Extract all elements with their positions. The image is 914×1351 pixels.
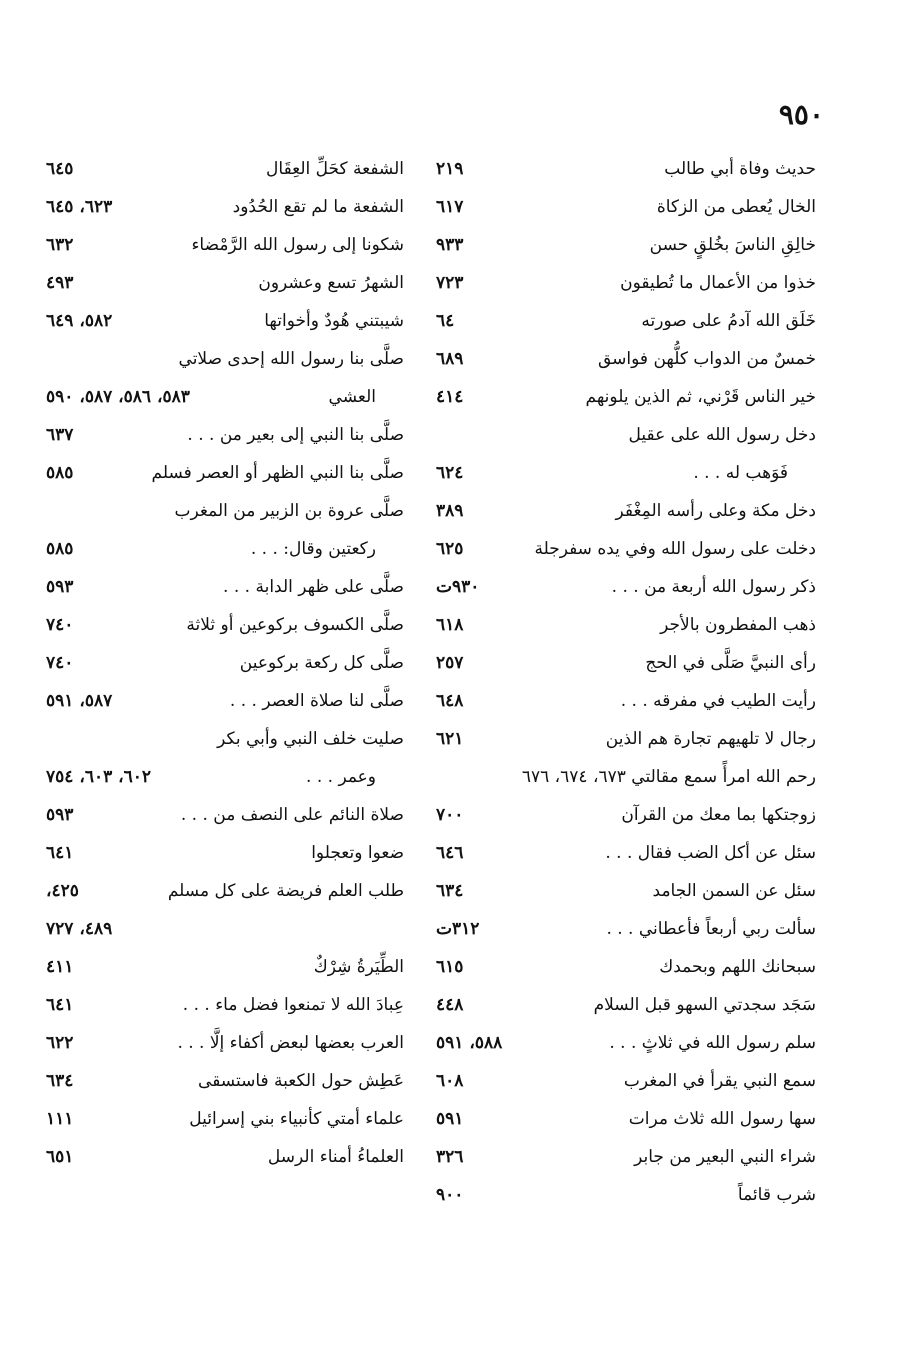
entry-text: خمسٌ من الدواب كلُّهن فواسق xyxy=(598,349,816,369)
entry-page-numbers: ٥٨٣، ٥٨٦، ٥٨٧، ٥٩٠ xyxy=(46,387,190,407)
entry-page-numbers: ٣٨٩ xyxy=(436,501,464,521)
entry-page-numbers: ١١١ xyxy=(46,1109,74,1129)
index-entry xyxy=(46,416,404,454)
entry-page-numbers: ٧٤٠ xyxy=(46,653,74,673)
entry-page-numbers: ٥٨٥ xyxy=(46,463,74,483)
entry-text: رجال لا تلهيهم تجارة هم الذين xyxy=(605,729,816,749)
entry-text: صلَّى على ظهر الدابة . . . xyxy=(223,577,404,597)
entry-page-numbers: ٤٨٩، ٧٢٧ xyxy=(46,919,113,939)
entry-text: رأى النبيَّ صَلَّى في الحج xyxy=(645,653,816,673)
index-entry xyxy=(436,1176,816,1214)
index-entry xyxy=(436,378,816,416)
entry-page-numbers: ٦٢١ xyxy=(436,729,464,749)
entry-page-numbers: ٦٥١ xyxy=(46,1147,74,1167)
index-entry xyxy=(46,606,404,644)
entry-text: شكونا إلى رسول الله الرَّمْضاء xyxy=(191,235,404,255)
index-entry xyxy=(436,1138,816,1176)
entry-page-numbers: ٧٢٣ xyxy=(436,273,464,293)
entry-text: سئل عن أكل الضب فقال . . . xyxy=(605,843,816,863)
index-entry xyxy=(46,302,404,340)
index-entry xyxy=(46,340,404,378)
index-entry xyxy=(46,948,404,986)
index-column-left xyxy=(46,150,404,1176)
entry-text: عِبادَ الله لا تمنعوا فضل ماء . . . xyxy=(182,995,404,1015)
entry-text: صليت خلف النبي وأبي بكر xyxy=(217,729,404,749)
index-entry xyxy=(46,264,404,302)
entry-text: صلَّى بنا رسول الله إحدى صلاتي xyxy=(178,349,404,369)
index-entry xyxy=(46,568,404,606)
entry-text: خالِقِ الناسَ بخُلقٍ حسن xyxy=(649,235,816,255)
entry-text: دخل رسول الله على عقيل xyxy=(628,425,816,445)
entry-text: سها رسول الله ثلاث مرات xyxy=(628,1109,816,1129)
index-entry xyxy=(46,758,404,796)
entry-page-numbers: ٤٢٥، xyxy=(46,881,79,901)
entry-page-numbers: ٦٢٥ xyxy=(436,539,464,559)
entry-text: ذهب المفطرون بالأجر xyxy=(660,615,816,635)
entry-text: سألت ربي أربعاً فأعطاني . . . xyxy=(606,919,816,939)
index-column-right xyxy=(436,150,816,1214)
index-entry xyxy=(46,1024,404,1062)
entry-text: سمع النبي يقرأ في المغرب xyxy=(623,1071,816,1091)
entry-text: سئل عن السمن الجامد xyxy=(652,881,816,901)
entry-page-numbers: ٣١٢ت xyxy=(436,919,480,939)
index-entry xyxy=(46,454,404,492)
entry-page-numbers: ٩٠٠ xyxy=(436,1185,464,1205)
index-entry xyxy=(436,758,816,796)
entry-text: الشهرُ تسع وعشرون xyxy=(258,273,404,293)
entry-text: علماء أمتي كأنبياء بني إسرائيل xyxy=(189,1109,404,1129)
entry-text: دخل مكة وعلى رأسه المِغْفَر xyxy=(615,501,816,521)
index-entry xyxy=(46,150,404,188)
index-entry xyxy=(436,720,816,758)
index-entry xyxy=(46,872,404,910)
entry-page-numbers: ٥٩١ xyxy=(436,1109,464,1129)
index-entry xyxy=(436,1100,816,1138)
index-entry xyxy=(436,226,816,264)
index-entry xyxy=(436,834,816,872)
index-entry xyxy=(46,1100,404,1138)
entry-page-numbers: ٦٣٧ xyxy=(46,425,74,445)
entry-text: سَجَد سجدتي السهو قبل السلام xyxy=(593,995,816,1015)
entry-text: صلاة النائم على النصف من . . . xyxy=(180,805,404,825)
entry-text: صلَّى عروة بن الزبير من المغرب xyxy=(174,501,404,521)
index-entry xyxy=(436,910,816,948)
entry-text: ضعوا وتعجلوا xyxy=(311,843,404,863)
entry-page-numbers: ٦٤١ xyxy=(46,995,74,1015)
entry-page-numbers: ٦٨٩ xyxy=(436,349,464,369)
entry-page-numbers: ٦٤٥ xyxy=(46,159,74,179)
entry-page-numbers: ٦١٧ xyxy=(436,197,464,217)
index-entry xyxy=(436,492,816,530)
entry-text: ذكر رسول الله أربعة من . . . xyxy=(611,577,816,597)
entry-page-numbers: ٥٩٣ xyxy=(46,805,74,825)
entry-text: العلماءُ أمناء الرسل xyxy=(267,1147,404,1167)
entry-text: صلَّى كل ركعة بركوعين xyxy=(239,653,404,673)
index-entry xyxy=(436,264,816,302)
entry-page-numbers: ٩٣٠ت xyxy=(436,577,480,597)
index-entry xyxy=(436,340,816,378)
index-entry xyxy=(46,492,404,530)
index-entry xyxy=(436,872,816,910)
index-entry xyxy=(436,948,816,986)
entry-text: صلَّى بنا النبي الظهر أو العصر فسلم xyxy=(151,463,404,483)
entry-page-numbers: ٦٤٨ xyxy=(436,691,464,711)
entry-page-numbers: ٦٣٤ xyxy=(436,881,464,901)
entry-text: رأيت الطيب في مفرقه . . . xyxy=(620,691,816,711)
entry-text: شرب قائماً xyxy=(737,1185,816,1205)
index-entry xyxy=(436,682,816,720)
entry-text: شراء النبي البعير من جابر xyxy=(634,1147,816,1167)
entry-text: عَطِش حول الكعبة فاستسقى xyxy=(198,1071,404,1091)
entry-text: سلم رسول الله في ثلاثٍ . . . xyxy=(609,1033,816,1053)
entry-page-numbers: ٥٩٣ xyxy=(46,577,74,597)
entry-text: الطِّيَرةُ شِرْكٌ xyxy=(313,957,404,977)
entry-page-numbers: ٦٤١ xyxy=(46,843,74,863)
index-entry xyxy=(436,302,816,340)
index-entry xyxy=(436,188,816,226)
index-entry xyxy=(46,378,404,416)
entry-page-numbers: ٥٨٢، ٦٤٩ xyxy=(46,311,113,331)
index-entry xyxy=(46,188,404,226)
entry-text: صلَّى بنا النبي إلى بعير من . . . xyxy=(187,425,404,445)
index-entry xyxy=(46,1138,404,1176)
entry-page-numbers: ٦٠٢، ٦٠٣، ٧٥٤ xyxy=(46,767,152,787)
entry-page-numbers: ٦٠٨ xyxy=(436,1071,464,1091)
entry-text: زوجتكها بما معك من القرآن xyxy=(621,805,816,825)
index-entry xyxy=(436,454,816,492)
entry-page-numbers: ٦١٥ xyxy=(436,957,464,977)
index-entry xyxy=(46,910,404,948)
entry-text: سبحانك اللهم وبحمدك xyxy=(659,957,816,977)
entry-text: الخال يُعطى من الزكاة xyxy=(656,197,816,217)
index-entry xyxy=(436,1062,816,1100)
index-entry xyxy=(436,986,816,1024)
index-entry xyxy=(436,530,816,568)
entry-page-numbers: ٧٤٠ xyxy=(46,615,74,635)
entry-page-numbers: ٤١١ xyxy=(46,957,74,977)
entry-page-numbers: ٦١٨ xyxy=(436,615,464,635)
entry-page-numbers: ٦٢٣، ٦٤٥ xyxy=(46,197,113,217)
entry-text: خَلَق الله آدمُ على صورته xyxy=(641,311,816,331)
index-entry xyxy=(46,1062,404,1100)
entry-text: طلب العلم فريضة على كل مسلم xyxy=(167,881,404,901)
entry-page-numbers: ٦٣٢ xyxy=(46,235,74,255)
entry-page-numbers: ٤٩٣ xyxy=(46,273,74,293)
entry-text: شيبتني هُودٌ وأخواتها xyxy=(264,311,404,331)
entry-page-numbers: ٦٤٦ xyxy=(436,843,464,863)
entry-page-numbers: ٥٨٥ xyxy=(46,539,74,559)
index-entry xyxy=(436,644,816,682)
entry-page-numbers: ٤٤٨ xyxy=(436,995,464,1015)
entry-page-numbers: ٦٢٤ xyxy=(436,463,464,483)
index-entry xyxy=(436,568,816,606)
entry-text: دخلت على رسول الله وفي يده سفرجلة xyxy=(534,539,816,559)
entry-text: ركعتين وقال: . . . xyxy=(250,539,376,559)
entry-text: صلَّى لنا صلاة العصر . . . xyxy=(229,691,404,711)
index-entry xyxy=(46,834,404,872)
index-entry xyxy=(46,796,404,834)
index-entry xyxy=(436,796,816,834)
entry-page-numbers: ٢٥٧ xyxy=(436,653,464,673)
entry-text: رحم الله امرأً سمع مقالتي ٦٧٣، ٦٧٤، ٦٧٦ xyxy=(521,767,816,787)
entry-page-numbers: ٣٢٦ xyxy=(436,1147,464,1167)
index-entry xyxy=(46,986,404,1024)
entry-text: الشفعة ما لم تقع الحُدُود xyxy=(232,197,404,217)
index-entry xyxy=(46,530,404,568)
entry-page-numbers: ٩٣٣ xyxy=(436,235,464,255)
index-entry xyxy=(46,644,404,682)
entry-page-numbers: ٦٤ xyxy=(436,311,455,331)
entry-text: وعمر . . . xyxy=(306,767,376,787)
entry-text: فَوَهب له . . . xyxy=(693,463,788,483)
entry-page-numbers: ٦٣٤ xyxy=(46,1071,74,1091)
index-entry xyxy=(436,416,816,454)
entry-text: العرب بعضها لبعض أكفاء إلَّا . . . xyxy=(177,1033,404,1053)
index-entry xyxy=(46,720,404,758)
page-number: ٩٥٠ xyxy=(778,98,824,131)
index-entry xyxy=(46,226,404,264)
entry-text: خير الناس قَرْني، ثم الذين يلونهم xyxy=(585,387,816,407)
entry-page-numbers: ٢١٩ xyxy=(436,159,464,179)
entry-page-numbers: ٥٨٧، ٥٩١ xyxy=(46,691,113,711)
entry-page-numbers: ٦٢٢ xyxy=(46,1033,74,1053)
entry-text: خذوا من الأعمال ما تُطيقون xyxy=(620,273,816,293)
entry-text: صلَّى الكسوف بركوعين أو ثلاثة xyxy=(186,615,404,635)
entry-page-numbers: ٥٨٨، ٥٩١ xyxy=(436,1033,503,1053)
index-entry xyxy=(436,150,816,188)
entry-text: حديث وفاة أبي طالب xyxy=(664,159,816,179)
index-entry xyxy=(436,1024,816,1062)
index-entry xyxy=(436,606,816,644)
entry-page-numbers: ٤١٤ xyxy=(436,387,464,407)
entry-text: الشفعة كحَلِّ العِقَال xyxy=(266,159,404,179)
entry-page-numbers: ٧٠٠ xyxy=(436,805,464,825)
index-entry xyxy=(46,682,404,720)
entry-text: العشي xyxy=(328,387,376,407)
